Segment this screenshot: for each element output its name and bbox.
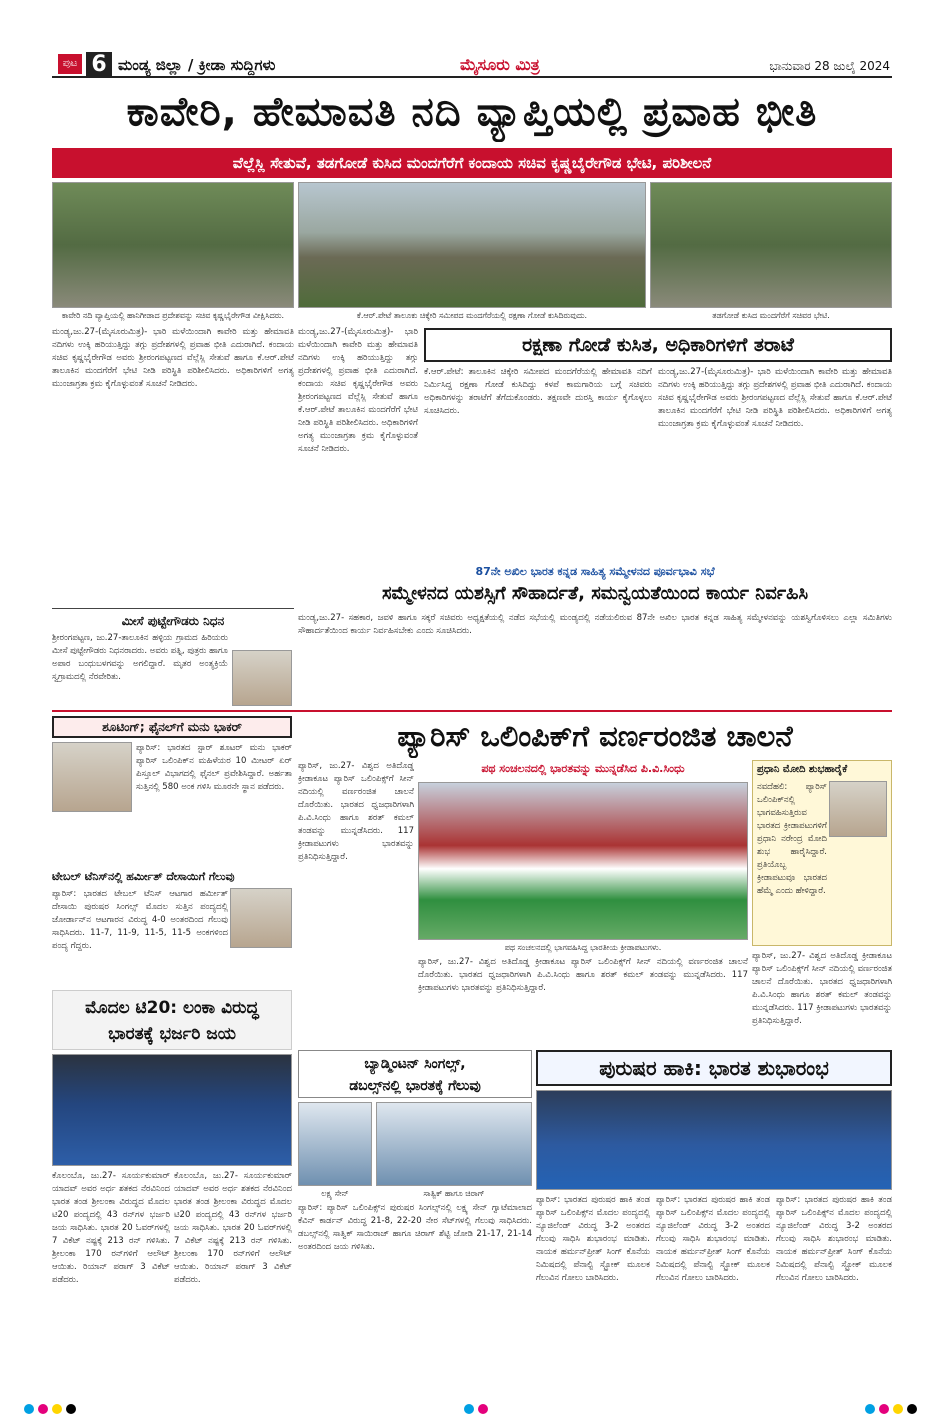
side-story-headline: ರಕ್ಷಣಾ ಗೋಡೆ ಕುಸಿತ, ಅಧಿಕಾರಿಗಳಿಗೆ ತರಾಟೆ xyxy=(424,328,892,362)
hockey-body: ಪ್ಯಾರಿಸ್: ಭಾರತದ ಪುರುಷರ ಹಾಕಿ ತಂಡ ಪ್ಯಾರಿಸ್ ಒಲಿಂಪಿಕ್ಸ್‌ನ ಮೊದಲ ಪಂದ್ಯದಲ್ಲಿ ನ್ಯೂಜಿಲೆಂಡ್ ವಿರುದ್ಧ 3-2 ಅಂತರದ ಗೆಲುವು ಸಾಧಿಸಿ ಶುಭಾರಂಭ ಮಾಡಿತು. ನಾಯಕ ಹರ್ಮನ್‌ಪ್ರೀತ್ ಸಿಂಗ್ ಕೊನೆಯ ನಿಮಿಷದಲ್ಲಿ ಪೆನಾಲ್ಟಿ ಸ್ಟ್ರೋಕ್ ಮೂಲಕ ಗೆಲುವಿನ ಗೋಲು ಬಾರಿಸಿದರು. xyxy=(536,1195,650,1283)
black-dot xyxy=(907,1404,917,1414)
obituary-photo xyxy=(232,650,292,706)
lead-body: ಮಂಡ್ಯ,ಜು.27-(ಮೈಸೂರುಮಿತ್ರ)- ಭಾರಿ ಮಳೆಯಿಂದಾಗಿ ಕಾವೇರಿ ಮತ್ತು ಹೇಮಾವತಿ ನದಿಗಳು ಉಕ್ಕಿ ಹರಿಯುತ್ತಿದ್ದು ತಗ್ಗು ಪ್ರದೇಶಗಳಲ್ಲಿ ಪ್ರವಾಹ ಭೀತಿ ಎದುರಾಗಿದೆ. ಕಂದಾಯ ಸಚಿವ ಕೃಷ್ಣಭೈರೇಗೌಡ ಅವರು ಶ್ರೀರಂಗಪಟ್ಟಣದ ವೆಲ್ಲೆಸ್ಲಿ ಸೇತುವೆ ಹಾಗೂ ಕೆ.ಆರ್.ಪೇಟೆ ತಾಲೂಕಿನ ಮಂದಗೆರೆಗೆ ಭೇಟಿ ನೀಡಿ ಪರಿಸ್ಥಿತಿ ಪರಿಶೀಲಿಸಿದರು. ಅಧಿಕಾರಿಗಳಿಗೆ ಅಗತ್ಯ ಮುಂಜಾಗ್ರತಾ ಕ್ರಮ ಕೈಗೊಳ್ಳುವಂತೆ ಸೂಚನೆ ನೀಡಿದರು. xyxy=(52,327,294,389)
magenta-dot xyxy=(478,1404,488,1414)
black-dot xyxy=(66,1404,76,1414)
olympics-photo xyxy=(418,782,748,940)
dateline: ಭಾನುವಾರ 28 ಜುಲೈ 2024 xyxy=(769,59,890,73)
badminton-photo-2 xyxy=(376,1102,532,1186)
section-title: ಮಂಡ್ಯ ಜಿಲ್ಲಾ / ಕ್ರೀಡಾ ಸುದ್ದಿಗಳು xyxy=(118,56,276,74)
lead-subhead: ವೆಲ್ಲೆಸ್ಲಿ ಸೇತುವೆ, ತಡಗೋಡೆ ಕುಸಿದ ಮಂದಗೆರೆಗೆ ಕಂದಾಯ ಸಚಿವ ಕೃಷ್ಣಬೈರೇಗೌಡ ಭೇಟಿ, ಪರಿಶೀಲನೆ xyxy=(52,148,892,178)
cricket-headline-1: ಮೊದಲ ಟಿ20: ಲಂಕಾ ವಿರುದ್ಧ xyxy=(85,998,259,1018)
badminton-body: ಪ್ಯಾರಿಸ್: ಪ್ಯಾರಿಸ್ ಒಲಿಂಪಿಕ್ಸ್‌ನ ಪುರುಷರ ಸಿಂಗಲ್ಸ್‌ನಲ್ಲಿ ಲಕ್ಷ್ಯ ಸೇನ್ ಗ್ವಾಟೆಮಾಲಾದ ಕೆವಿನ್ ಕಾರ್ಡನ್ ವಿರುದ್ಧ 21-8, 22-20 ನೇರ ಸೆಟ್‌ಗಳಲ್ಲಿ ಗೆಲುವು ಸಾಧಿಸಿದರು. ಡಬಲ್ಸ್‌ನಲ್ಲಿ ಸಾತ್ವಿಕ್ ಸಾಯಿರಾಜ್ ಹಾಗೂ ಚಿರಾಗ್ ಶೆಟ್ಟಿ ಜೋಡಿ 21-17, 21-14 ಅಂತರದಿಂದ ಜಯ ಗಳಿಸಿತು. xyxy=(298,1203,532,1252)
lead-body-col2: ಮಂಡ್ಯ,ಜು.27-(ಮೈಸೂರುಮಿತ್ರ)- ಭಾರಿ ಮಳೆಯಿಂದಾಗಿ ಕಾವೇರಿ ಮತ್ತು ಹೇಮಾವತಿ ನದಿಗಳು ಉಕ್ಕಿ ಹರಿಯುತ್ತಿದ್ದು ತಗ್ಗು ಪ್ರದೇಶಗಳಲ್ಲಿ ಪ್ರವಾಹ ಭೀತಿ ಎದುರಾಗಿದೆ. ಕಂದಾಯ ಸಚಿವ ಕೃಷ್ಣಭೈರೇಗೌಡ ಅವರು ಶ್ರೀರಂಗಪಟ್ಟಣದ ವೆಲ್ಲೆಸ್ಲಿ ಸೇತುವೆ ಹಾಗೂ ಕೆ.ಆರ್.ಪೇಟೆ ತಾಲೂಕಿನ ಮಂದಗೆರೆಗೆ ಭೇಟಿ ನೀಡಿ ಪರಿಸ್ಥಿತಿ ಪರಿಶೀಲಿಸಿದರು. ಅಧಿಕಾರಿಗಳಿಗೆ ಅಗತ್ಯ ಮುಂಜಾಗ್ರತಾ ಕ್ರಮ ಕೈಗೊಳ್ಳುವಂತೆ ಸೂಚನೆ ನೀಡಿದರು. xyxy=(298,327,418,454)
obituary-headline: ಮೀಸೆ ಪುಟ್ಟೇಗೌಡರು ನಿಧನ xyxy=(121,614,225,628)
section-divider xyxy=(52,710,892,712)
lead-photo-2 xyxy=(298,182,646,308)
shooting-body: ಪ್ಯಾರಿಸ್: ಭಾರತದ ಸ್ಟಾರ್ ಶೂಟರ್ ಮನು ಭಾಕರ್ ಪ್ಯಾರಿಸ್ ಒಲಿಂಪಿಕ್‌ನ ಮಹಿಳೆಯರ 10 ಮೀಟರ್ ಏರ್ ಪಿಸ್ತೂಲ್ ವಿಭಾಗದಲ್ಲಿ ಫೈನಲ್ ಪ್ರವೇಶಿಸಿದ್ದಾರೆ. ಅರ್ಹತಾ ಸುತ್ತಿನಲ್ಲಿ 580 ಅಂಕ ಗಳಿಸಿ ಮೂರನೇ ಸ್ಥಾನ ಪಡೆದರು. xyxy=(136,743,292,792)
tabletennis-body: ಪ್ಯಾರಿಸ್: ಭಾರತದ ಟೇಬಲ್ ಟೆನಿಸ್ ಆಟಗಾರ ಹರ್ಮೀತ್ ದೇಸಾಯಿ ಪುರುಷರ ಸಿಂಗಲ್ಸ್ ಮೊದಲ ಸುತ್ತಿನ ಪಂದ್ಯದಲ್ಲಿ ಜೋರ್ಡಾನ್‌ನ ಆಟಗಾರನ ವಿರುದ್ಧ 4-0 ಅಂತರದಿಂದ ಗೆಲುವು ಸಾಧಿಸಿದರು. 11-7, 11-9, 11-5, 11-5 ಅಂಕಗಳಿಂದ ಪಂದ್ಯ ಗೆದ್ದರು. xyxy=(52,889,228,951)
cricket-headline-box xyxy=(52,990,292,1050)
masthead: ಮೈಸೂರು ಮಿತ್ರ xyxy=(460,55,540,74)
cyan-dot xyxy=(865,1404,875,1414)
badminton-caption-1: ಲಕ್ಷ್ಯ ಸೇನ್ xyxy=(321,1189,349,1198)
cricket-headline-2: ಭಾರತಕ್ಕೆ ಭರ್ಜರಿ ಜಯ xyxy=(108,1024,236,1044)
magenta-dot xyxy=(879,1404,889,1414)
olympics-caption: ಪಥ ಸಂಚಲನದಲ್ಲಿ ಭಾಗವಹಿಸಿದ್ದ ಭಾರತೀಯ ಕ್ರೀಡಾಪಟುಗಳು. xyxy=(504,943,662,952)
olympics-body: ಪ್ಯಾರಿಸ್, ಜು.27- ವಿಶ್ವದ ಅತಿದೊಡ್ಡ ಕ್ರೀಡಾಕೂಟ ಪ್ಯಾರಿಸ್ ಒಲಿಂಪಿಕ್ಸ್‌ಗೆ ಸೀನ್ ನದಿಯಲ್ಲಿ ವರ್ಣರಂಜಿತ ಚಾಲನೆ ದೊರೆಯಿತು. ಭಾರತದ ಧ್ವಜಧಾರಿಗಳಾಗಿ ಪಿ.ವಿ.ಸಿಂಧು ಹಾಗೂ ಶರತ್ ಕಮಲ್ ತಂಡವನ್ನು ಮುನ್ನಡೆಸಿದರು. 117 ಕ್ರೀಡಾಪಟುಗಳು ಭಾರತವನ್ನು ಪ್ರತಿನಿಧಿಸುತ್ತಿದ್ದಾರೆ. xyxy=(298,761,414,862)
hockey-body-col2: ಪ್ಯಾರಿಸ್: ಭಾರತದ ಪುರುಷರ ಹಾಕಿ ತಂಡ ಪ್ಯಾರಿಸ್ ಒಲಿಂಪಿಕ್ಸ್‌ನ ಮೊದಲ ಪಂದ್ಯದಲ್ಲಿ ನ್ಯೂಜಿಲೆಂಡ್ ವಿರುದ್ಧ 3-2 ಅಂತರದ ಗೆಲುವು ಸಾಧಿಸಿ ಶುಭಾರಂಭ ಮಾಡಿತು. ನಾಯಕ ಹರ್ಮನ್‌ಪ್ರೀತ್ ಸಿಂಗ್ ಕೊನೆಯ ನಿಮಿಷದಲ್ಲಿ ಪೆನಾಲ್ಟಿ ಸ್ಟ್ರೋಕ್ ಮೂಲಕ ಗೆಲುವಿನ ಗೋಲು ಬಾರಿಸಿದರು. xyxy=(656,1195,770,1283)
cricket-body-col2: ಕೊಲಂಬೊ, ಜು.27- ಸೂರ್ಯಕುಮಾರ್ ಯಾದವ್ ಅವರ ಅರ್ಧ ಶತಕದ ನೆರವಿನಿಂದ ಭಾರತ ತಂಡ ಶ್ರೀಲಂಕಾ ವಿರುದ್ಧದ ಮೊದಲ ಟಿ20 ಪಂದ್ಯದಲ್ಲಿ 43 ರನ್‌ಗಳ ಭರ್ಜರಿ ಜಯ ಸಾಧಿಸಿತು. ಭಾರತ 20 ಓವರ್‌ಗಳಲ್ಲಿ 7 ವಿಕೆಟ್ ನಷ್ಟಕ್ಕೆ 213 ರನ್ ಗಳಿಸಿತು. ಶ್ರೀಲಂಕಾ 170 ರನ್‌ಗಳಿಗೆ ಆಲೌಟ್ ಆಯಿತು. ರಿಯಾನ್ ಪರಾಗ್ 3 ವಿಕೆಟ್ ಪಡೆದರು. xyxy=(174,1171,292,1285)
sahitya-body: ಮಂಡ್ಯ,ಜು.27- ಸಹಕಾರ, ಜವಳಿ ಹಾಗೂ ಸಕ್ಕರೆ ಸಚಿವರು ಅಧ್ಯಕ್ಷತೆಯಲ್ಲಿ ನಡೆದ ಸಭೆಯಲ್ಲಿ ಮಂಡ್ಯದಲ್ಲಿ ನಡೆಯಲಿರುವ 87ನೇ ಅಖಿಲ ಭಾರತ ಕನ್ನಡ ಸಾಹಿತ್ಯ ಸಮ್ಮೇಳನವನ್ನು ಯಶಸ್ವಿಗೊಳಿಸಲು ಎಲ್ಲಾ ಸಮಿತಿಗಳು ಸೌಹಾರ್ದತೆಯಿಂದ ಕಾರ್ಯ ನಿರ್ವಹಿಸಬೇಕು ಎಂದು ಸೂಚಿಸಿದರು. xyxy=(298,613,892,636)
olympics-body-3: ಪ್ಯಾರಿಸ್, ಜು.27- ವಿಶ್ವದ ಅತಿದೊಡ್ಡ ಕ್ರೀಡಾಕೂಟ ಪ್ಯಾರಿಸ್ ಒಲಿಂಪಿಕ್ಸ್‌ಗೆ ಸೀನ್ ನದಿಯಲ್ಲಿ ವರ್ಣರಂಜಿತ ಚಾಲನೆ ದೊರೆಯಿತು. ಭಾರತದ ಧ್ವಜಧಾರಿಗಳಾಗಿ ಪಿ.ವಿ.ಸಿಂಧು ಹಾಗೂ ಶರತ್ ಕಮಲ್ ತಂಡವನ್ನು ಮುನ್ನಡೆಸಿದರು. 117 ಕ್ರೀಡಾಪಟುಗಳು ಭಾರತವನ್ನು ಪ್ರತಿನಿಧಿಸುತ್ತಿದ್ದಾರೆ. xyxy=(752,951,892,1026)
modi-box xyxy=(752,760,892,946)
lead-headline: ಕಾವೇರಿ, ಹೇಮಾವತಿ ನದಿ ವ್ಯಾಪ್ತಿಯಲ್ಲಿ ಪ್ರವಾಹ ಭೀತಿ xyxy=(126,89,818,135)
tabletennis-photo xyxy=(230,888,292,948)
cricket-body: ಕೊಲಂಬೊ, ಜು.27- ಸೂರ್ಯಕುಮಾರ್ ಯಾದವ್ ಅವರ ಅರ್ಧ ಶತಕದ ನೆರವಿನಿಂದ ಭಾರತ ತಂಡ ಶ್ರೀಲಂಕಾ ವಿರುದ್ಧದ ಮೊದಲ ಟಿ20 ಪಂದ್ಯದಲ್ಲಿ 43 ರನ್‌ಗಳ ಭರ್ಜರಿ ಜಯ ಸಾಧಿಸಿತು. ಭಾರತ 20 ಓವರ್‌ಗಳಲ್ಲಿ 7 ವಿಕೆಟ್ ನಷ್ಟಕ್ಕೆ 213 ರನ್ ಗಳಿಸಿತು. ಶ್ರೀಲಂಕಾ 170 ರನ್‌ಗಳಿಗೆ ಆಲೌಟ್ ಆಯಿತು. ರಿಯಾನ್ ಪರಾಗ್ 3 ವಿಕೆಟ್ ಪಡೆದರು. xyxy=(52,1171,170,1285)
badminton-headline-2: ಡಬಲ್ಸ್‌ನಲ್ಲಿ ಭಾರತಕ್ಕೆ ಗೆಲುವು xyxy=(349,1078,481,1094)
yellow-dot xyxy=(52,1404,62,1414)
obituary-body: ಶ್ರೀರಂಗಪಟ್ಟಣ, ಜು.27-ತಾಲೂಕಿನ ಹಳ್ಳಿಯ ಗ್ರಾಮದ ಹಿರಿಯರು ಮೀಸೆ ಪುಟ್ಟೇಗೌಡರು ನಿಧನರಾದರು. ಅವರು ಪತ್ನಿ, ಪುತ್ರರು ಹಾಗೂ ಅಪಾರ ಬಂಧುಬಳಗವನ್ನು ಅಗಲಿದ್ದಾರೆ. ಮೃತರ ಅಂತ್ಯಕ್ರಿಯೆ ಸ್ವಗ್ರಾಮದಲ್ಲಿ ನೆರವೇರಿತು. xyxy=(52,633,228,682)
lead-caption-2: ಕೆ.ಆರ್.ಪೇಟೆ ತಾಲೂಕು ಚಿಕ್ಕೇರಿ ಸಮೀಪದ ಮಂದಗೆರೆಯಲ್ಲಿ ರಕ್ಷಣಾ ಗೋಡೆ ಕುಸಿದಿರುವುದು. xyxy=(356,311,588,320)
side-story-body: ಕೆ.ಆರ್.ಪೇಟೆ: ತಾಲೂಕಿನ ಚಿಕ್ಕೇರಿ ಸಮೀಪದ ಮಂದಗೆರೆಯಲ್ಲಿ ಹೇಮಾವತಿ ನದಿಗೆ ನಿರ್ಮಿಸಿದ್ದ ರಕ್ಷಣಾ ಗೋಡೆ ಕುಸಿದಿದ್ದು ಕಳಪೆ ಕಾಮಗಾರಿಯ ಬಗ್ಗೆ ಸಚಿವರು ಅಧಿಕಾರಿಗಳನ್ನು ತರಾಟೆಗೆ ತೆಗೆದುಕೊಂಡರು. ತಕ್ಷಣವೇ ದುರಸ್ತಿ ಕಾರ್ಯ ಕೈಗೊಳ್ಳಲು ಸೂಚಿಸಿದರು. xyxy=(424,367,652,416)
lead-photo-3 xyxy=(650,182,892,308)
hockey-body-col3: ಪ್ಯಾರಿಸ್: ಭಾರತದ ಪುರುಷರ ಹಾಕಿ ತಂಡ ಪ್ಯಾರಿಸ್ ಒಲಿಂಪಿಕ್ಸ್‌ನ ಮೊದಲ ಪಂದ್ಯದಲ್ಲಿ ನ್ಯೂಜಿಲೆಂಡ್ ವಿರುದ್ಧ 3-2 ಅಂತರದ ಗೆಲುವು ಸಾಧಿಸಿ ಶುಭಾರಂಭ ಮಾಡಿತು. ನಾಯಕ ಹರ್ಮನ್‌ಪ್ರೀತ್ ಸಿಂಗ್ ಕೊನೆಯ ನಿಮಿಷದಲ್ಲಿ ಪೆನಾಲ್ಟಿ ಸ್ಟ್ರೋಕ್ ಮೂಲಕ ಗೆಲುವಿನ ಗೋಲು ಬಾರಿಸಿದರು. xyxy=(776,1195,892,1283)
obituary-rule xyxy=(52,608,294,609)
cricket-photo xyxy=(52,1054,292,1166)
badminton-caption-2: ಸಾತ್ವಿಕ್ ಹಾಗೂ ಚಿರಾಗ್ xyxy=(423,1189,485,1198)
cyan-dot xyxy=(464,1404,474,1414)
modi-photo xyxy=(829,781,887,837)
hockey-headline: ಪುರುಷರ ಹಾಕಿ: ಭಾರತ ಶುಭಾರಂಭ xyxy=(536,1050,892,1086)
page-label: ಪುಟ xyxy=(58,54,82,74)
olympics-body-2: ಪ್ಯಾರಿಸ್, ಜು.27- ವಿಶ್ವದ ಅತಿದೊಡ್ಡ ಕ್ರೀಡಾಕೂಟ ಪ್ಯಾರಿಸ್ ಒಲಿಂಪಿಕ್ಸ್‌ಗೆ ಸೀನ್ ನದಿಯಲ್ಲಿ ವರ್ಣರಂಜಿತ ಚಾಲನೆ ದೊರೆಯಿತು. ಭಾರತದ ಧ್ವಜಧಾರಿಗಳಾಗಿ ಪಿ.ವಿ.ಸಿಂಧು ಹಾಗೂ ಶರತ್ ಕಮಲ್ ತಂಡವನ್ನು ಮುನ್ನಡೆಸಿದರು. 117 ಕ್ರೀಡಾಪಟುಗಳು ಭಾರತವನ್ನು ಪ್ರತಿನಿಧಿಸುತ್ತಿದ್ದಾರೆ. xyxy=(418,957,748,993)
lead-caption-1: ಕಾವೇರಿ ನದಿ ವ್ಯಾಪ್ತಿಯಲ್ಲಿ ಹಾನಿಗೀಡಾದ ಪ್ರದೇಶವನ್ನು ಸಚಿವ ಕೃಷ್ಣಭೈರೇಗೌಡ ವೀಕ್ಷಿಸಿದರು. xyxy=(61,311,285,320)
olympics-subhead: ಪಥ ಸಂಚಲನದಲ್ಲಿ ಭಾರತವನ್ನು ಮುನ್ನಡೆಸಿದ ಪಿ.ವಿ.ಸಿಂಧು xyxy=(481,762,685,775)
yellow-dot xyxy=(893,1404,903,1414)
badminton-headline-box xyxy=(298,1050,532,1098)
sahitya-kicker: 87ನೇ ಅಖಿಲ ಭಾರತ ಕನ್ನಡ ಸಾಹಿತ್ಯ ಸಮ್ಮೇಳನದ ಪೂರ್ವಭಾವಿ ಸಭೆ xyxy=(475,565,715,578)
lead-caption-3: ತಡಗೋಡೆ ಕುಸಿದ ಮಂದಗೆರೆಗೆ ಸಚಿವರ ಭೇಟಿ. xyxy=(712,311,830,320)
cyan-dot xyxy=(24,1404,34,1414)
registration-marks xyxy=(24,1404,921,1416)
modi-box-headline: ಪ್ರಧಾನಿ ಮೋದಿ ಶುಭಹಾರೈಕೆ xyxy=(757,764,848,775)
badminton-headline-1: ಬ್ಯಾಡ್ಮಿಂಟನ್ ಸಿಂಗಲ್ಸ್, xyxy=(364,1056,466,1072)
badminton-photo-1 xyxy=(298,1102,372,1186)
hockey-photo xyxy=(536,1090,892,1190)
olympics-headline: ಪ್ಯಾರಿಸ್ ಒಲಿಂಪಿಕ್‌ಗೆ ವರ್ಣರಂಜಿತ ಚಾಲನೆ xyxy=(397,719,793,753)
page-number: 6 xyxy=(86,52,112,78)
side-story-body-col2: ಮಂಡ್ಯ,ಜು.27-(ಮೈಸೂರುಮಿತ್ರ)- ಭಾರಿ ಮಳೆಯಿಂದಾಗಿ ಕಾವೇರಿ ಮತ್ತು ಹೇಮಾವತಿ ನದಿಗಳು ಉಕ್ಕಿ ಹರಿಯುತ್ತಿದ್ದು ತಗ್ಗು ಪ್ರದೇಶಗಳಲ್ಲಿ ಪ್ರವಾಹ ಭೀತಿ ಎದುರಾಗಿದೆ. ಕಂದಾಯ ಸಚಿವ ಕೃಷ್ಣಭೈರೇಗೌಡ ಅವರು ಶ್ರೀರಂಗಪಟ್ಟಣದ ವೆಲ್ಲೆಸ್ಲಿ ಸೇತುವೆ ಹಾಗೂ ಕೆ.ಆರ್.ಪೇಟೆ ತಾಲೂಕಿನ ಮಂದಗೆರೆಗೆ ಭೇಟಿ ನೀಡಿ ಪರಿಸ್ಥಿತಿ ಪರಿಶೀಲಿಸಿದರು. ಅಧಿಕಾರಿಗಳಿಗೆ ಅಗತ್ಯ ಮುಂಜಾಗ್ರತಾ ಕ್ರಮ ಕೈಗೊಳ್ಳುವಂತೆ ಸೂಚನೆ ನೀಡಿದರು. xyxy=(658,367,892,429)
lead-photo-1 xyxy=(52,182,294,308)
shooting-headline: ಶೂಟಿಂಗ್; ಫೈನಲ್‌ಗೆ ಮನು ಭಾಕರ್ xyxy=(52,716,292,738)
shooting-photo xyxy=(52,742,132,812)
sahitya-headline: ಸಮ್ಮೇಳನದ ಯಶಸ್ಸಿಗೆ ಸೌಹಾರ್ದತೆ, ಸಮನ್ವಯತೆಯಿಂದ ಕಾರ್ಯ ನಿರ್ವಹಿಸಿ xyxy=(381,583,809,604)
modi-box-body: ನವದೆಹಲಿ: ಪ್ಯಾರಿಸ್ ಒಲಿಂಪಿಕ್‌ನಲ್ಲಿ ಭಾಗವಹಿಸುತ್ತಿರುವ ಭಾರತದ ಕ್ರೀಡಾಪಟುಗಳಿಗೆ ಪ್ರಧಾನಿ ನರೇಂದ್ರ ಮೋದಿ ಶುಭ ಹಾರೈಸಿದ್ದಾರೆ. ಪ್ರತಿಯೊಬ್ಬ ಕ್ರೀಡಾಪಟುವೂ ಭಾರತದ ಹೆಮ್ಮೆ ಎಂದು ಹೇಳಿದ್ದಾರೆ. xyxy=(757,782,827,896)
tabletennis-headline: ಟೇಬಲ್ ಟೆನಿಸ್‌ನಲ್ಲಿ ಹರ್ಮೀತ್ ದೇಸಾಯಿಗೆ ಗೆಲುವು xyxy=(52,870,235,883)
magenta-dot xyxy=(38,1404,48,1414)
